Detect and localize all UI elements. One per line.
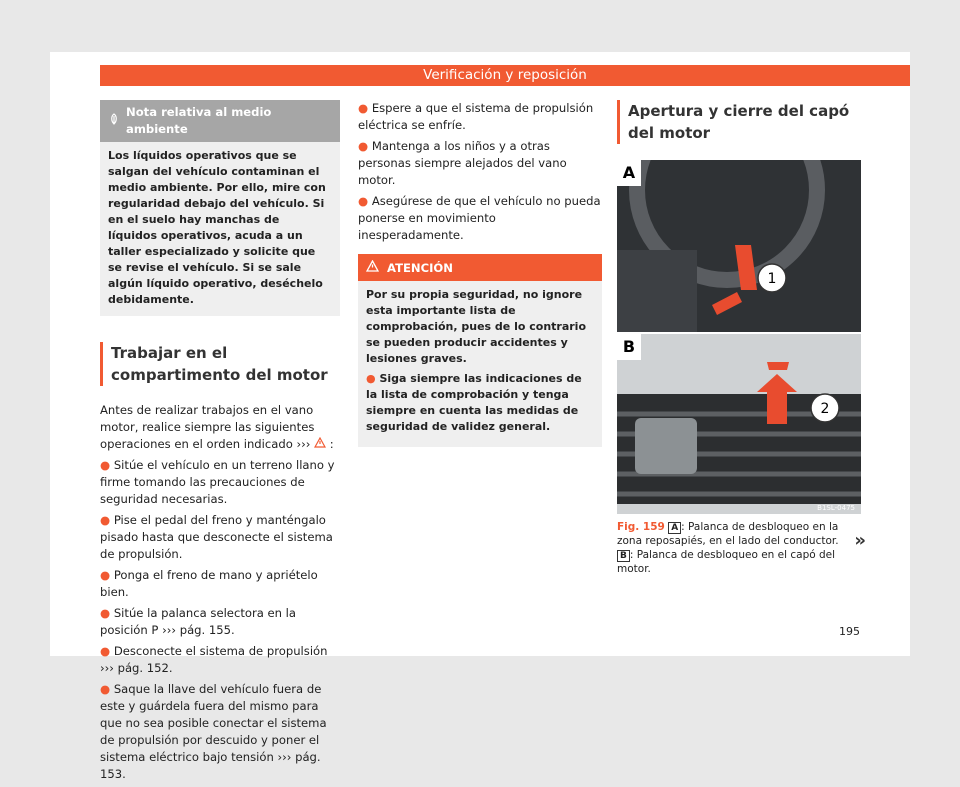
svg-text:B1SL-0475: B1SL-0475 [817,504,855,512]
continue-mark: » [854,530,866,551]
warning-title: ATENCIÓN [387,261,453,275]
environment-note-body: Los líquidos operativos que se salgan del vehículo contaminan el medio ambiente. Por ello, mire con regularidad debajo del vehículo. Si en el suelo hay manchas de líquidos operativos, acuda a un taller especializado y solicite que se revise el vehículo. Si se sale algún líquido operativo, deséchelo debidamente. [108,149,326,306]
column-middle [358,100,602,447]
section-title: Apertura y cierre del capó del motor [628,102,850,142]
section-heading-engine [100,342,340,386]
column-right [617,100,861,576]
panel-label-a: A [617,160,641,186]
page-header: Verificación y reposición [100,65,910,86]
svg-text:2: 2 [820,401,830,417]
figure-panel-b [617,334,861,514]
list-item: ● Desconecte el sistema de propulsión ››› pág. 152. [100,644,328,675]
figure-caption: Fig. 159 A : Palanca de desbloqueo en la zona reposapiés, en el lado del conductor. B : Palanca de desbloqueo en el capó del motor. [617,521,839,575]
warning-triangle-icon [314,437,330,451]
list-item: ● Saque la llave del vehículo fuera de este y guárdela fuera del mismo para que no sea posible conectar el sistema de propulsión por descuido y poner el sistema eléctrico bajo tensión ››› pág. 153. [100,682,327,781]
environment-note-title: Nota relativa al medio ambiente [126,105,272,136]
leaf-icon [108,113,120,130]
warning-box [358,254,602,447]
hood-lever-red [767,362,789,370]
brand-logo [635,418,697,474]
figure-panel-a [617,160,861,332]
list-item: ● Pise el pedal del freno y manténgalo pisado hasta que desconecte el sistema de propulsión. [100,513,333,561]
panel-label-b: B [617,334,641,360]
list-item: ● Sitúe la palanca selectora en la posición P ››› pág. 155. [100,606,297,637]
list-item: ● Asegúrese de que el vehículo no pueda ponerse en movimiento inesperadamente. [358,194,601,242]
section-heading-hood [617,100,861,144]
list-item: ● Sitúe el vehículo en un terreno llano y firme tomando las precauciones de seguridad necesarias. [100,458,335,506]
page-number: 195 [839,625,860,638]
list-item: ● Ponga el freno de mano y apriételo bien. [100,568,318,599]
list-item: ● Espere a que el sistema de propulsión eléctrica se enfríe. [358,101,594,132]
environment-note [100,100,340,316]
svg-text:1: 1 [767,271,777,287]
warning-header [358,256,602,281]
list-item: ● Mantenga a los niños y a otras personas siempre alejados del vano motor. [358,139,567,187]
environment-note-header [100,100,340,142]
warning-body: Por su propia seguridad, no ignore esta importante lista de comprobación, pues de lo contrario se pueden producir accidentes y lesiones graves. ● Siga siempre las indicaciones de la lista de comprobación y tenga siempre en cuenta las medidas de seguridad de validez general. [366,288,587,433]
section-title: Trabajar en el compartimento del motor [111,344,328,384]
manual-page [50,52,910,781]
column-left [100,100,340,787]
figure-159 [617,160,861,576]
warning-triangle-icon [366,260,379,277]
section-intro: Antes de realizar trabajos en el vano motor, realice siempre las siguientes operaciones en el orden indicado ››› : [100,403,334,451]
